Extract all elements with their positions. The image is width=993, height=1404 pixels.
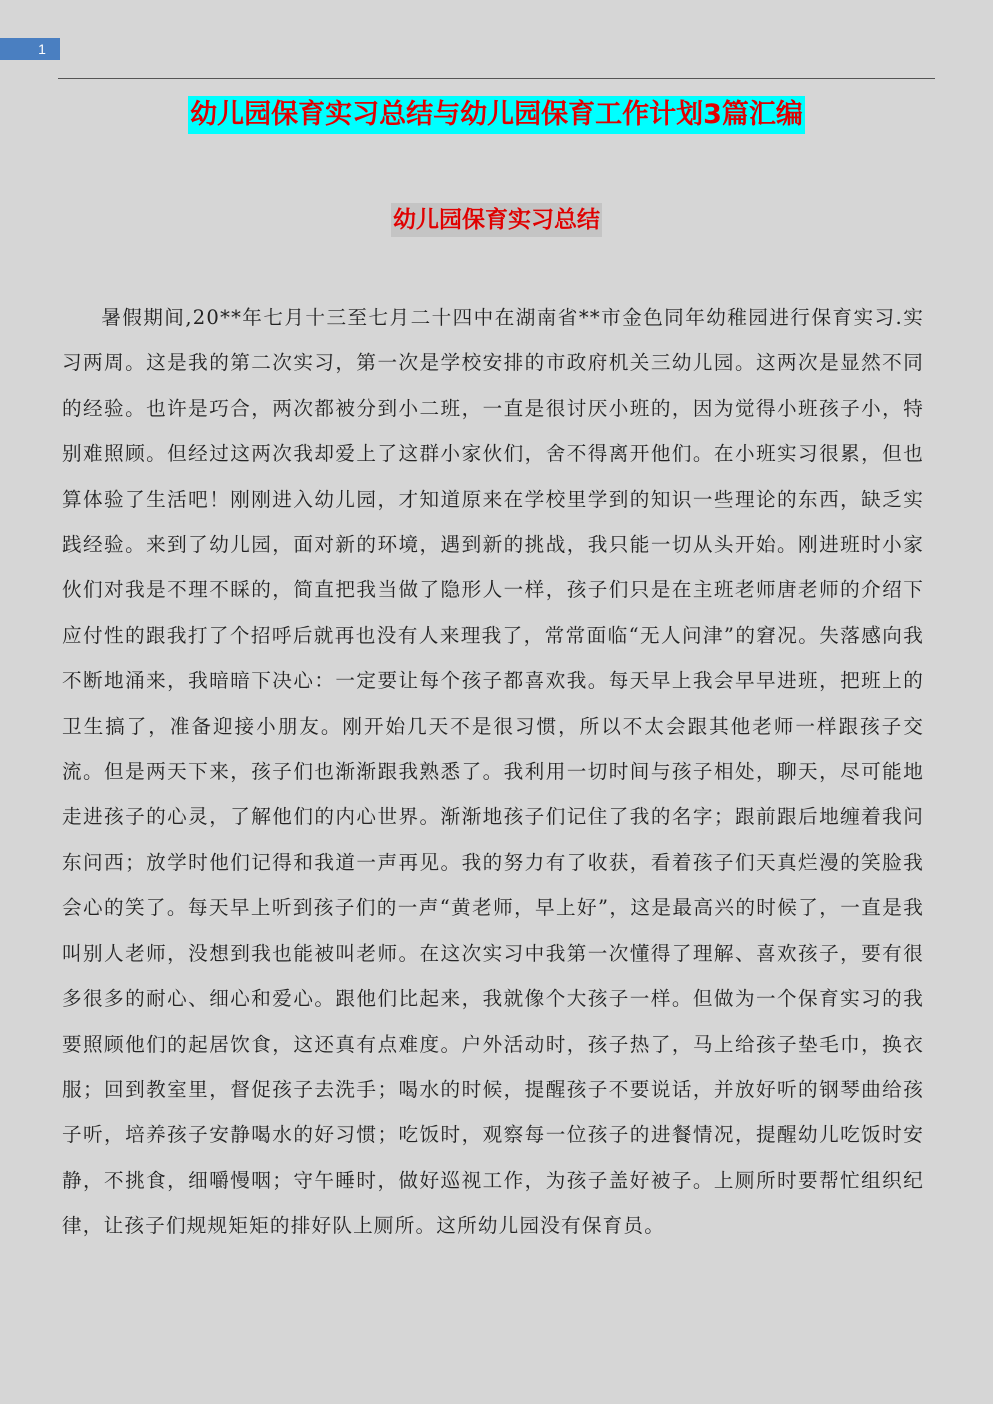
section-title: 幼儿园保育实习总结 <box>391 203 602 237</box>
page-number: 1 <box>38 41 46 57</box>
document-title: 幼儿园保育实习总结与幼儿园保育工作计划3篇汇编 <box>188 96 805 134</box>
section-title-container <box>0 203 993 237</box>
body-paragraph: 暑假期间,20**年七月十三至七月二十四中在湖南省**市金色同年幼稚园进行保育实习.实习两周。这是我的第二次实习，第一次是学校安排的市政府机关三幼儿园。这两次是显然不同的经验。也许是巧合，两次都被分到小二班，一直是很讨厌小班的，因为觉得小班孩子小，特别难照顾。但经过这两次我却爱上了这群小家伙们，舍不得离开他们。在小班实习很累，但也算体验了生活吧！刚刚进入幼儿园，才知道原来在学校里学到的知识一些理论的东西，缺乏实践经验。来到了幼儿园，面对新的环境，遇到新的挑战，我只能一切从头开始。刚进班时小家伙们对我是不理不睬的，简直把我当做了隐形人一样，孩子们只是在主班老师唐老师的介绍下应付性的跟我打了个招呼后就再也没有人来理我了，常常面临“无人问津”的窘况。失落感向我不断地涌来，我暗暗下决心：一定要让每个孩子都喜欢我。每天早上我会早早进班，把班上的卫生搞了，准备迎接小朋友。刚开始几天不是很习惯，所以不太会跟其他老师一样跟孩子交流。但是两天下来，孩子们也渐渐跟我熟悉了。我利用一切时间与孩子相处，聊天，尽可能地走进孩子的心灵，了解他们的内心世界。渐渐地孩子们记住了我的名字；跟前跟后地缠着我问东问西；放学时他们记得和我道一声再见。我的努力有了收获，看着孩子们天真烂漫的笑脸我会心的笑了。每天早上听到孩子们的一声“黄老师，早上好”，这是最高兴的时候了，一直是我叫别人老师，没想到我也能被叫老师。在这次实习中我第一次懂得了理解、喜欢孩子，要有很多很多的耐心、细心和爱心。跟他们比起来，我就像个大孩子一样。但做为一个保育实习的我要照顾他们的起居饮食，这还真有点难度。户外活动时，孩子热了，马上给孩子垫毛巾，换衣服；回到教室里，督促孩子去洗手；喝水的时候，提醒孩子不要说话，并放好听的钢琴曲给孩子听，培养孩子安静喝水的好习惯；吃饭时，观察每一位孩子的进餐情况，提醒幼儿吃饭时安静，不挑食，细嚼慢咽；守午睡时，做好巡视工作，为孩子盖好被子。上厕所时要帮忙组织纪律，让孩子们规规矩矩的排好队上厕所。这所幼儿园没有保育员。 <box>62 306 924 1238</box>
document-title-container <box>0 96 993 134</box>
page-number-badge <box>0 38 60 60</box>
header-divider <box>58 78 935 79</box>
